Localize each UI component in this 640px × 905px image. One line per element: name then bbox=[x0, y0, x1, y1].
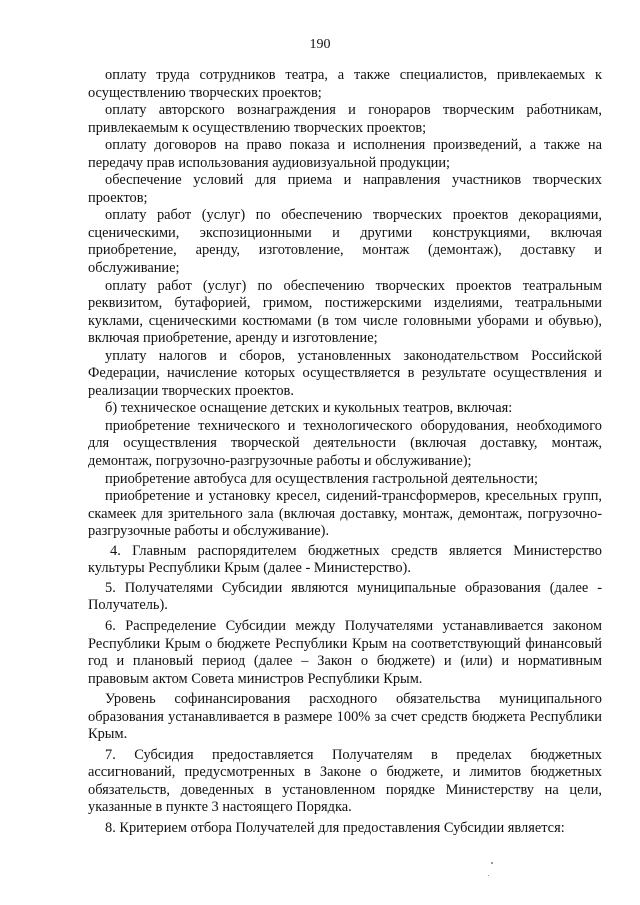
paragraph-participants-conditions: обеспечение условий для приема и направления участников творческих проектов; bbox=[88, 172, 602, 206]
paragraph-item-5: 5. Получателями Субсидии являются муниципальные образования (далее - Получатель). bbox=[88, 579, 602, 614]
paragraph-item-4: 4. Главным распорядителем бюджетных средств является Министерство культуры Республики Крым (далее - Министерство). bbox=[88, 542, 602, 577]
paragraph-item-8: 8. Критерием отбора Получателей для предоставления Субсидии является: bbox=[105, 819, 565, 836]
paragraph-technical-equipment: б) техническое оснащение детских и кукольных театров, включая: bbox=[105, 400, 513, 417]
paragraph-item-6: 6. Распределение Субсидии между Получателями устанавливается законом Республики Крым о бюджете Республики Крым на соответствующий финансовый год и плановый период (далее – Закон о бюджете) и (или) и нормативным правовым актом Совета министров Республики Крым. bbox=[88, 617, 602, 687]
paragraph-taxes: уплату налогов и сборов, установленных законодательством Российской Федерации, начисление которых осуществляется в результате осуществления и реализации творческих проектов. bbox=[88, 347, 602, 399]
paragraph-theatre-staff-pay: оплату труда сотрудников театра, а также специалистов, привлекаемых к осуществлению творческих проектов; bbox=[88, 67, 602, 101]
paragraph-seating-purchase: приобретение и установку кресел, сидений-трансформеров, кресельных групп, скамеек для зрительного зала (включая доставку, монтаж, демонтаж, погрузочно-разгрузочные работы и обслуживание). bbox=[88, 488, 602, 540]
paragraph-cofinancing: Уровень софинансирования расходного обязательства муниципального образования устанавливается в размере 100% за счет средств бюджета Республики Крым. bbox=[88, 691, 602, 743]
scan-speck bbox=[491, 862, 493, 864]
paragraph-item-7: 7. Субсидия предоставляется Получателям в пределах бюджетных ассигнований, предусмотренных в Законе о бюджете, и лимитов бюджетных обязательств, доведенных в установленном порядке Министерству на цели, указанные в пункте 3 настоящего Порядка. bbox=[88, 746, 602, 816]
paragraph-scenery-works: оплату работ (услуг) по обеспечению творческих проектов декорациями, сценическими, экспозиционными и другими конструкциями, включая приобретение, аренду, изготовление, монтаж (демонтаж), доставку и обслуживание; bbox=[88, 207, 602, 277]
scan-speck bbox=[488, 875, 489, 876]
paragraph-bus-purchase: приобретение автобуса для осуществления гастрольной деятельности; bbox=[105, 470, 539, 487]
paragraph-props-costumes: оплату работ (услуг) по обеспечению творческих проектов театральным реквизитом, бутафорией, гримом, постижерскими изделиями, театральными куклами, сценическими костюмами (в том числе головными уборами и обувью), включая приобретение, аренду и изготовление; bbox=[88, 277, 602, 347]
paragraph-performance-rights: оплату договоров на право показа и исполнения произведений, а также на передачу прав использования аудиовизуальной продукции; bbox=[88, 137, 602, 171]
page-number: 190 bbox=[309, 37, 331, 52]
document-body bbox=[88, 67, 602, 838]
paragraph-author-fees: оплату авторского вознаграждения и гонораров творческим работникам, привлекаемым к осуществлению творческих проектов; bbox=[88, 102, 602, 136]
paragraph-equipment-purchase: приобретение технического и технологического оборудования, необходимого для осуществления творческой деятельности (включая доставку, монтаж, демонтаж, погрузочно-разгрузочные работы и обслуживание); bbox=[88, 417, 602, 470]
